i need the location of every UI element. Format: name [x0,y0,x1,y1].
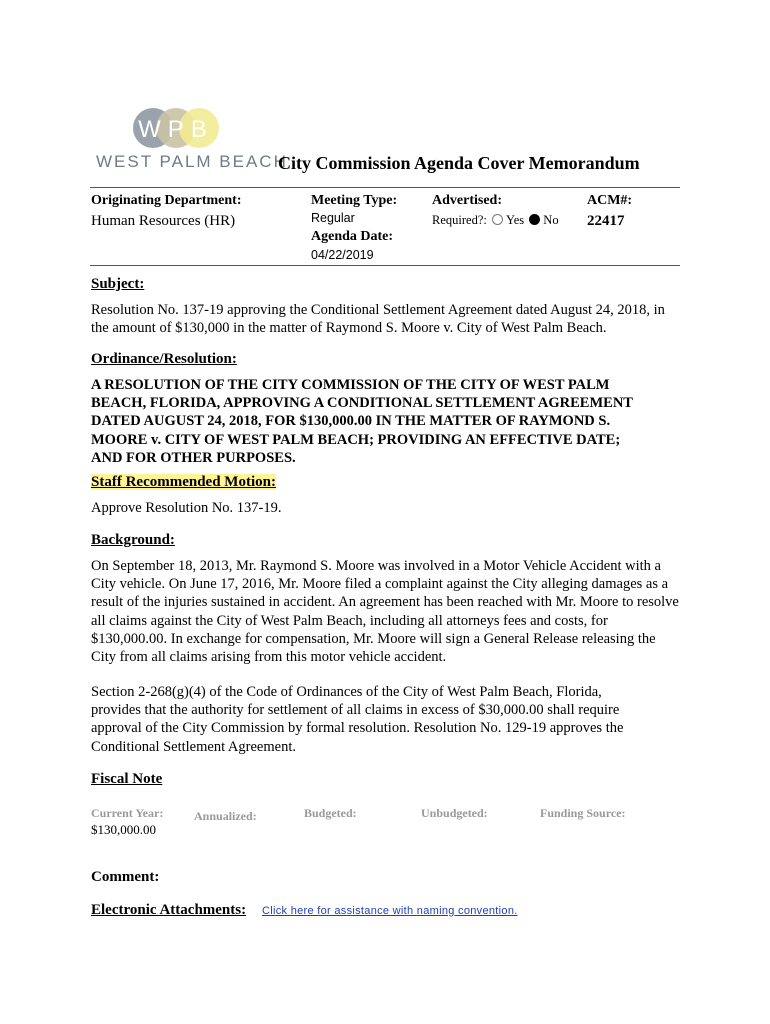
background-paragraph-2: Section 2-268(g)(4) of the Code of Ordinances of the City of West Palm Beach, Florida, provides that the authority for settlement of all claims in excess of $30,000.00 shall require approval of the City Commission by formal resolution. Resolution No. 129-19 approves the Conditional Settlement Agreement. [91,684,624,755]
background-heading: Background: [91,532,175,548]
logo-initials: WPB [138,116,214,143]
city-logo [96,104,288,178]
acm-label: ACM#: [587,193,633,208]
required-label: Required?: [432,213,487,227]
no-label: No [543,213,559,227]
current-year-value: $130,000.00 [91,822,156,837]
originating-department-label: Originating Department: [91,193,242,208]
agenda-date-label: Agenda Date: [311,229,394,244]
electronic-attachments-label: Electronic Attachments: [91,902,247,918]
advertised-required-row [432,213,559,228]
ordinance-heading: Ordinance/Resolution: [91,351,237,367]
yes-radio[interactable] [492,214,503,225]
motion-text: Approve Resolution No. 137-19. [91,500,282,516]
meeting-type-label: Meeting Type: [311,193,398,208]
advertised-label: Advertised: [432,193,502,208]
top-divider [90,187,680,188]
meeting-type-value: Regular [311,211,355,225]
acm-number: 22417 [587,213,625,229]
unbudgeted-label: Unbudgeted: [421,806,488,820]
subject-text: Resolution No. 137-19 approving the Conditional Settlement Agreement dated August 24, 2018, in the amount of $130,000 in the matter of Raymond S. Moore v. City of West Palm Beach. [91,302,665,337]
annualized-label: Annualized: [194,809,257,823]
agenda-date-value: 04/22/2019 [311,248,374,262]
background-paragraph-1: On September 18, 2013, Mr. Raymond S. Moore was involved in a Motor Vehicle Accident with a City vehicle. On June 17, 2016, Mr. Moore filed a complaint against the City alleging damages as a result of the injuries sustained in accident. An agreement has been reached with Mr. Moore to resolve all claims against the City of West Palm Beach, including all attorneys fees and costs, for $130,000.00. In exchange for compensation, Mr. Moore will sign a General Release releasing the City from all claims arising from this motor vehicle accident. [91,558,679,666]
subject-heading: Subject: [91,276,145,292]
budgeted-label: Budgeted: [304,806,357,820]
yes-label: Yes [505,213,525,227]
fiscal-note-heading: Fiscal Note [91,771,163,787]
funding-source-label: Funding Source: [540,806,626,820]
no-radio[interactable] [529,214,540,225]
originating-department-value: Human Resources (HR) [91,213,236,229]
motion-heading-label: Staff Recommended Motion: [91,474,276,490]
naming-convention-link[interactable]: Click here for assistance with naming convention. [262,905,518,917]
motion-heading [91,474,276,491]
resolution-text: A RESOLUTION OF THE CITY COMMISSION OF THE CITY OF WEST PALM BEACH, FLORIDA, APPROVING A CONDITIONAL SETTLEMENT AGREEMENT DATED AUGUST 24, 2018, FOR $130,000.00 IN THE MATTER OF RAYMOND S. MOORE v. CITY OF WEST PALM BEACH; PROVIDING AN EFFECTIVE DATE; AND FOR OTHER PURPOSES. [91,377,633,466]
page-title: City Commission Agenda Cover Memorandum [278,153,640,173]
meta-divider [90,265,680,266]
logo-circles [96,104,256,152]
current-year-label: Current Year: [91,806,164,820]
logo-wordmark: WEST PALM BEACH [96,152,288,171]
comment-label: Comment: [91,869,160,885]
